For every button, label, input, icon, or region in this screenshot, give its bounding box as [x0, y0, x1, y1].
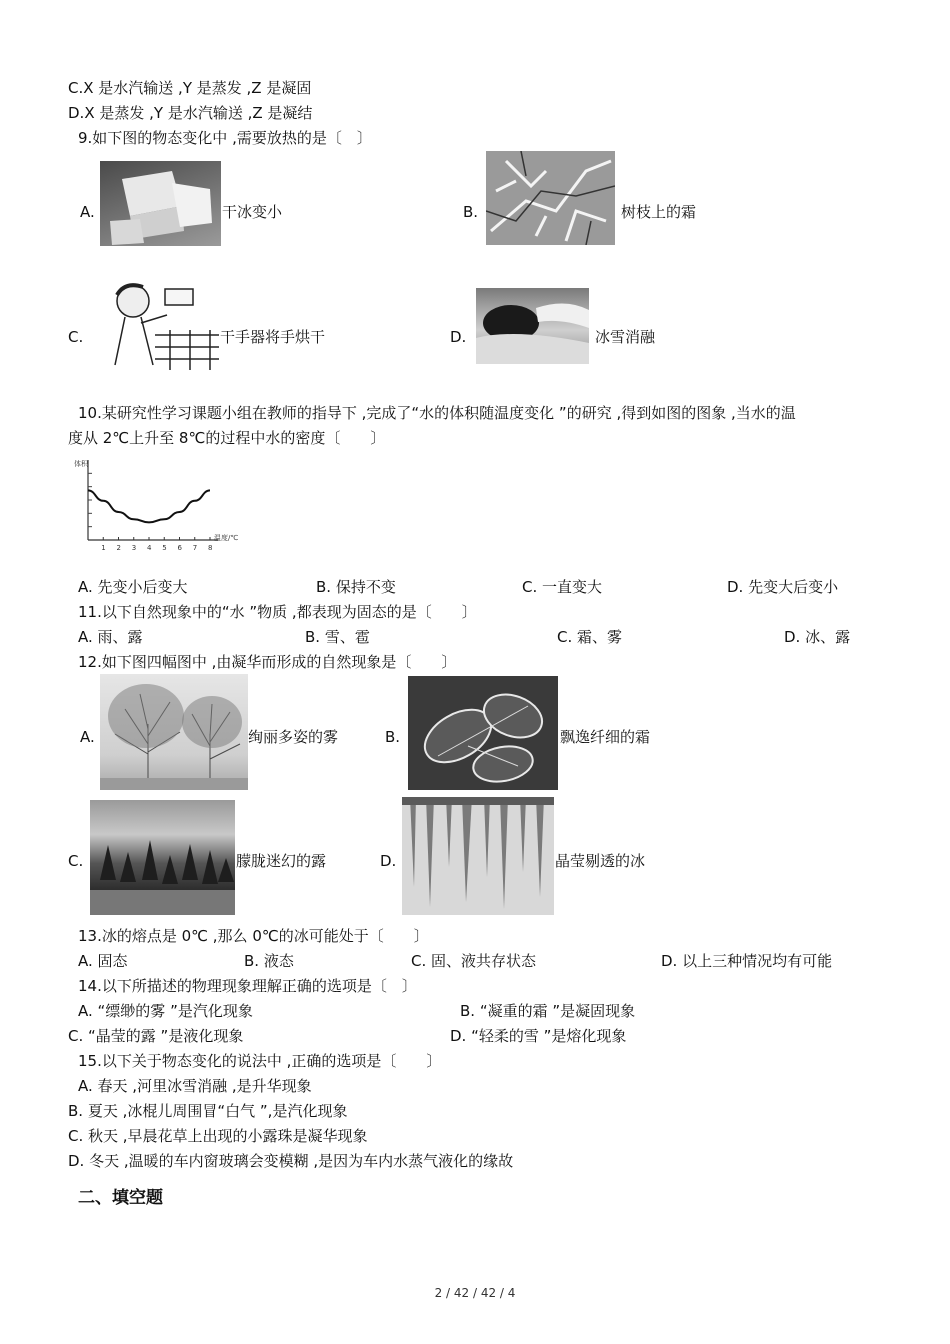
- hand-dryer-image: [95, 275, 219, 370]
- q10-option-b: B. 保持不变: [316, 578, 396, 596]
- volume-temperature-chart: [68, 452, 238, 556]
- q9-a-text: 干冰变小: [222, 203, 283, 221]
- section-heading-fill-in: 二、填空题: [78, 1188, 163, 1208]
- dry-ice-image: [100, 161, 221, 246]
- q13-option-d: D. 以上三种情况均有可能: [661, 952, 833, 970]
- q9-a-letter: A.: [80, 203, 95, 221]
- q9-d-text: 冰雪消融: [595, 328, 656, 346]
- frost-leaves-image: [408, 676, 558, 790]
- q11-option-a: A. 雨、露: [78, 628, 143, 646]
- chart-svg: [68, 452, 238, 556]
- q13-option-c: C. 固、液共存状态: [411, 952, 537, 970]
- q9-c-letter: C.: [68, 328, 84, 346]
- q10-option-c: C. 一直变大: [522, 578, 603, 596]
- q12-stem: 12.如下图四幅图中 ,由凝华而形成的自然现象是〔 〕: [78, 653, 457, 671]
- q14-option-a: A. “缥缈的雾 ”是汽化现象: [78, 1002, 253, 1020]
- x-tick-label: 4: [147, 544, 152, 552]
- melting-snow-image: [476, 288, 589, 364]
- misty-forest-image: [90, 800, 235, 915]
- x-axis-label: 温度/℃: [214, 534, 238, 542]
- q11-option-d: D. 冰、露: [784, 628, 851, 646]
- q15-option-a: A. 春天 ,河里冰雪消融 ,是升华现象: [78, 1077, 312, 1095]
- q12-b-text: 飘逸纤细的霜: [560, 728, 651, 746]
- page-footer: 2 / 42 / 42 / 4: [434, 1286, 516, 1300]
- foggy-trees-image: [100, 674, 248, 790]
- q9-d-letter: D.: [450, 328, 467, 346]
- q8-option-d: D.X 是蒸发 ,Y 是水汽输送 ,Z 是凝结: [68, 104, 313, 122]
- q11-stem: 11.以下自然现象中的“水 ”物质 ,都表现为固态的是〔 〕: [78, 603, 477, 621]
- q15-option-c: C. 秋天 ,早晨花草上出现的小露珠是凝华现象: [68, 1127, 368, 1145]
- x-tick-label: 3: [131, 544, 137, 552]
- q12-b-letter: B.: [385, 728, 401, 746]
- q14-option-d: D. “轻柔的雪 ”是熔化现象: [450, 1027, 627, 1045]
- q14-option-b: B. “凝重的霜 ”是凝固现象: [460, 1002, 636, 1020]
- q13-stem: 13.冰的熔点是 0℃ ,那么 0℃的冰可能处于〔 〕: [78, 927, 429, 945]
- q15-option-b: B. 夏天 ,冰棍儿周围冒“白气 ”,是汽化现象: [68, 1102, 348, 1120]
- y-axis-label: 体积: [74, 460, 88, 468]
- x-tick-label: 8: [208, 544, 213, 552]
- q11-option-b: B. 雪、雹: [305, 628, 370, 646]
- q10-option-a: A. 先变小后变大: [78, 578, 188, 596]
- x-tick-label: 2: [116, 544, 121, 552]
- q13-option-b: B. 液态: [244, 952, 294, 970]
- q12-c-letter: C.: [68, 852, 84, 870]
- q10-stem-line1: 10.某研究性学习课题小组在教师的指导下 ,完成了“水的体积随温度变化 ”的研究 ,得到如图的图象 ,当水的温: [78, 404, 796, 422]
- x-tick-label: 1: [101, 544, 106, 552]
- x-tick-label: 6: [177, 544, 182, 552]
- x-tick-label: 7: [192, 544, 198, 552]
- x-tick-label: 5: [162, 544, 167, 552]
- q9-b-text: 树枝上的霜: [621, 203, 697, 221]
- q12-a-text: 绚丽多姿的雾: [248, 728, 339, 746]
- q14-option-c: C. “晶莹的露 ”是液化现象: [68, 1027, 244, 1045]
- q10-option-d: D. 先变大后变小: [727, 578, 839, 596]
- icicles-image: [402, 797, 554, 915]
- frost-branch-image: [486, 151, 615, 245]
- q9-b-letter: B.: [463, 203, 479, 221]
- q15-stem: 15.以下关于物态变化的说法中 ,正确的选项是〔 〕: [78, 1052, 442, 1070]
- q12-a-letter: A.: [80, 728, 95, 746]
- q12-d-text: 晶莹剔透的冰: [555, 852, 646, 870]
- q9-stem: 9.如下图的物态变化中 ,需要放热的是〔 〕: [78, 129, 372, 147]
- q10-stem-line2: 度从 2℃上升至 8℃的过程中水的密度〔 〕: [68, 429, 386, 447]
- volume-curve: [88, 490, 210, 522]
- q12-c-text: 朦胧迷幻的露: [236, 852, 327, 870]
- q12-d-letter: D.: [380, 852, 397, 870]
- q8-option-c: C.X 是水汽输送 ,Y 是蒸发 ,Z 是凝固: [68, 79, 312, 97]
- q14-stem: 14.以下所描述的物理现象理解正确的选项是〔 〕: [78, 977, 417, 995]
- q15-option-d: D. 冬天 ,温暖的车内窗玻璃会变模糊 ,是因为车内水蒸气液化的缘故: [68, 1152, 514, 1170]
- q11-option-c: C. 霜、雾: [557, 628, 623, 646]
- q13-option-a: A. 固态: [78, 952, 128, 970]
- q9-c-text: 干手器将手烘干: [220, 328, 326, 346]
